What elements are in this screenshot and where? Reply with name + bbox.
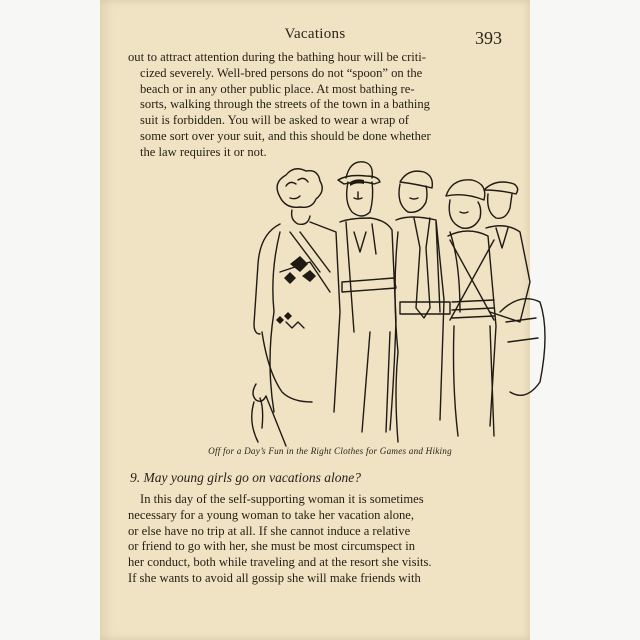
illustration-caption: Off for a Day’s Fun in the Right Clothes for Games and Hiking bbox=[208, 446, 452, 456]
walking-stick bbox=[253, 384, 286, 446]
hikers-illustration bbox=[250, 152, 550, 450]
text-line: If she wants to avoid all gossip she will make friends with bbox=[128, 570, 421, 585]
text-line: necessary for a young woman to take her vacation alone, bbox=[128, 507, 415, 522]
figure-fedora-man bbox=[338, 162, 396, 432]
book-page bbox=[100, 0, 530, 640]
text-line: the law requires it or not. bbox=[140, 144, 267, 159]
figure-knit-hat-woman bbox=[446, 180, 496, 436]
text-line: suit is forbidden. You will be asked to wear a wrap of bbox=[140, 113, 409, 128]
text-line: sorts, walking through the streets of the town in a bathing bbox=[140, 97, 430, 112]
text-line: her conduct, both while traveling and at the resort she visits. bbox=[128, 555, 432, 570]
text-line: out to attract attention during the bathing hour will be criti- bbox=[128, 50, 426, 64]
running-title: Vacations bbox=[284, 26, 346, 42]
page-header bbox=[100, 26, 530, 48]
text-line: some sort over your suit, and this should be done whether bbox=[140, 128, 431, 143]
question-heading: 9. May young girls go on vacations alone? bbox=[130, 470, 361, 485]
text-line: or else have no trip at all. If she cannot induce a relative bbox=[128, 523, 411, 538]
paragraph-bathing bbox=[128, 50, 500, 161]
page-number: 393 bbox=[475, 28, 502, 48]
text-line: In this day of the self-supporting woman it is sometimes bbox=[140, 492, 424, 506]
paragraph-traveling-alone bbox=[128, 492, 500, 587]
text-line: cized severely. Well-bred persons do not “spoon” on the bbox=[140, 65, 423, 80]
figure-cloche-tie-woman bbox=[395, 171, 460, 442]
figure-curly-hair-woman bbox=[252, 169, 340, 442]
text-line: or friend to go with her, she must be most circumspect in bbox=[128, 539, 415, 554]
text-line: beach or in any other public place. At most bathing re- bbox=[140, 81, 415, 96]
